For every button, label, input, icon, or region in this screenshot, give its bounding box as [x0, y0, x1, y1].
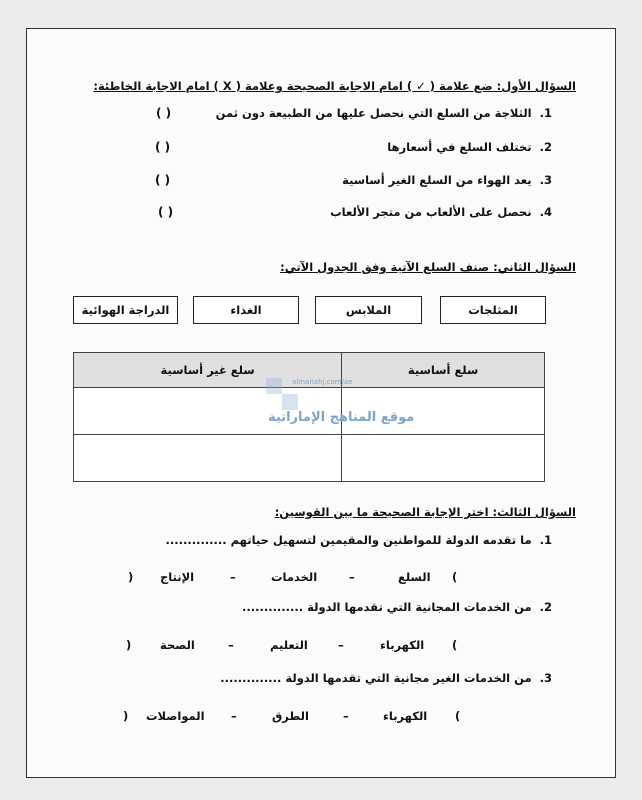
q3-item-num: 3. — [539, 671, 552, 685]
open-paren: ( — [452, 570, 458, 584]
word-box: الدراجة الهوائية — [73, 296, 178, 324]
close-paren: ) — [126, 638, 132, 652]
dash: – — [231, 709, 237, 723]
answer-cell[interactable] — [342, 435, 545, 482]
q1-item-num: 4. — [539, 205, 552, 219]
option[interactable]: الطرق — [272, 709, 309, 723]
header-nonbasic-goods: سلع غير أساسية — [74, 353, 342, 388]
option[interactable]: الخدمات — [271, 570, 318, 584]
q1-title: السؤال الأول: ضع علامة ( ✓ ) امام الاجابة الصحيحة وعلامة ( X ) امام الاجابة الخاطئة: — [93, 79, 576, 93]
option[interactable]: المواصلات — [146, 709, 205, 723]
option[interactable]: الصحة — [160, 638, 195, 652]
q1-item-3 — [342, 173, 552, 187]
option[interactable]: الكهرباء — [380, 638, 425, 652]
table-row — [74, 435, 545, 482]
dash: – — [228, 638, 234, 652]
dash: – — [343, 709, 349, 723]
dash: – — [338, 638, 344, 652]
q1-item-1 — [216, 106, 552, 120]
q3-item-3 — [220, 671, 552, 685]
q1-item-text: يعد الهواء من السلع الغير أساسية — [342, 173, 532, 187]
q3-item-num: 1. — [539, 533, 552, 547]
q1-item-4 — [330, 205, 552, 219]
q1-item-num: 3. — [539, 173, 552, 187]
q1-item-num: 1. — [539, 106, 552, 120]
q1-answer-paren[interactable]: ( ) — [155, 140, 171, 154]
dash: – — [230, 570, 236, 584]
q1-answer-paren[interactable]: ( ) — [158, 205, 174, 219]
option[interactable]: الإنتاج — [160, 570, 195, 584]
close-paren: ) — [128, 570, 134, 584]
q1-item-num: 2. — [539, 140, 552, 154]
watermark-url: almanahj.com/ae — [292, 378, 353, 386]
answer-cell[interactable] — [74, 435, 342, 482]
q1-item-text: نحصل على الألعاب من متجر الألعاب — [330, 205, 532, 219]
q1-answer-paren[interactable]: ( ) — [155, 173, 171, 187]
watermark-text: موقع المناهج الإماراتية — [268, 410, 415, 425]
q1-answer-paren[interactable]: ( ) — [156, 106, 172, 120]
q3-item-text: من الخدمات الغير مجانية التي تقدمها الدولة .............. — [220, 671, 532, 685]
q3-item-2 — [242, 600, 552, 614]
q3-item-text: ما تقدمه الدولة للمواطنين والمقيمين لتسهيل حياتهم .............. — [165, 533, 532, 547]
q1-item-text: تختلف السلع في أسعارها — [387, 140, 532, 154]
q1-item-2 — [387, 140, 552, 154]
q3-item-1 — [166, 533, 553, 547]
option[interactable]: التعليم — [270, 638, 308, 652]
option[interactable]: السلع — [398, 570, 431, 584]
q3-item-text: من الخدمات المجانية التي تقدمها الدولة .............. — [241, 600, 532, 614]
q1-item-text: الثلاجة من السلع التي نحصل عليها من الطبيعة دون ثمن — [215, 106, 532, 120]
word-box: الغذاء — [193, 296, 299, 324]
close-paren: ) — [123, 709, 129, 723]
option[interactable]: الكهرباء — [383, 709, 428, 723]
q3-item-num: 2. — [539, 600, 552, 614]
header-basic-goods: سلع أساسية — [342, 353, 545, 388]
q3-title: السؤال الثالث: اختر الإجابة الصحيحة ما بين القوسين: — [274, 505, 576, 519]
word-box: الملابس — [315, 296, 422, 324]
open-paren: ( — [452, 638, 458, 652]
q2-title: السؤال الثاني: صنف السلع الآتية وفق الجدول الآتي: — [280, 260, 576, 274]
open-paren: ( — [455, 709, 461, 723]
dash: – — [349, 570, 355, 584]
word-box: المثلجات — [440, 296, 546, 324]
